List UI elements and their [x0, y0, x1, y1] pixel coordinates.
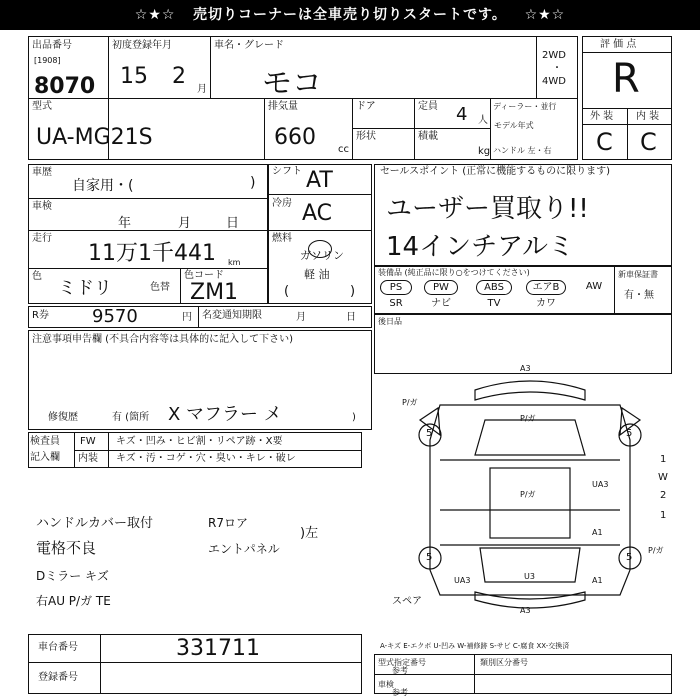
ext-grade: C [596, 128, 613, 156]
fuel-gas: ガソリン [300, 249, 344, 262]
km-unit: km [228, 258, 241, 267]
inspection-year: 年 [118, 216, 132, 231]
remark-line4: 右AU P/ガ TE [36, 594, 111, 608]
mark-a3-top: A3 [520, 364, 531, 373]
mark-u3: U3 [524, 572, 535, 581]
repair-value: 有 (箇所 [112, 412, 150, 423]
mark-ua3-rear: UA3 [454, 576, 471, 585]
load-label: 積載 [418, 131, 438, 142]
mark-5-fl: 5 [426, 428, 433, 439]
equip-pw: PW [424, 280, 458, 295]
model-year-label: モデル年式 [494, 121, 534, 130]
fuel-paren-open: ( [284, 284, 290, 299]
mileage: 11万1千441 [88, 241, 216, 266]
footer-f4: 車検 [378, 680, 394, 689]
mark-pg-2: P/ガ [520, 414, 536, 423]
car-label: 車名・グレード [214, 40, 284, 51]
registration-label: 登録番号 [38, 672, 78, 683]
shape-label: 形状 [356, 131, 376, 142]
inspection-day: 日 [226, 216, 240, 231]
remark-right3: )左 [300, 526, 319, 541]
color-label: 色 [32, 271, 42, 282]
banner-text: 売切りコーナーは全車売り切りスタートです。 [193, 7, 507, 23]
door-label: ドア [356, 101, 376, 112]
fuel-diesel: 軽 油 [304, 268, 330, 281]
int-grade: C [640, 128, 657, 156]
inspector-label2: 記入欄 [30, 452, 60, 463]
fuel-paren-close: ) [350, 284, 356, 299]
equip-abs: ABS [476, 280, 512, 295]
auction-banner [0, 0, 700, 30]
chassis-value: 331711 [176, 636, 260, 661]
mark-pg-1: P/ガ [402, 398, 418, 407]
tax-label: 名変通知期限 [202, 310, 262, 321]
equip-ps: PS [380, 280, 412, 295]
lot-label: 出品番号 [32, 40, 72, 51]
inspector-row1: キズ・凹み・ヒビ割・リペア跡・X要 [116, 436, 283, 447]
inspector-row2: キズ・汚・コゲ・穴・臭い・キレ・破レ [116, 453, 296, 464]
reg-month-unit: 月 [197, 84, 207, 95]
cc-unit: cc [338, 144, 349, 155]
equip-airbag: エアB [526, 280, 566, 295]
side-mark-2: 2 [660, 490, 667, 501]
side-mark-w: W [658, 472, 668, 483]
mark-a3-bottom: A3 [520, 606, 531, 615]
reg-year: 15 [120, 64, 148, 89]
sales-line2: 14インチアルミ [386, 232, 575, 262]
equipment-label: 装備品 (純正品に限り○をつけてください) [378, 268, 530, 277]
reg-month: 2 [172, 64, 186, 89]
ext-label: 外 装 [590, 111, 614, 122]
damage-legend: A-キズ E-エクボ U-凹み W-補修跡 S-サビ C-腐食 XX-交換済 [380, 642, 570, 650]
lot-sub: [1908] [34, 56, 61, 65]
drive-4wd: 4WD [542, 76, 566, 87]
color-value: ミドリ [58, 278, 112, 299]
capacity: 4 [456, 104, 468, 125]
color-code-label: 色コード [184, 270, 224, 281]
mark-pg-rear: P/ガ [648, 546, 664, 555]
voucher-yen: 円 [182, 312, 192, 323]
kg-unit: kg [478, 146, 491, 157]
footer-f2: 類別区分番号 [480, 658, 528, 667]
int-label: 内 装 [636, 111, 660, 122]
footer-f5: 参考 [392, 688, 408, 697]
car-name: モコ [262, 66, 322, 101]
reg-label: 初度登録年月 [112, 40, 172, 51]
fuel-label: 燃料 [272, 233, 292, 244]
fuel-circle [308, 240, 332, 258]
drive-dot: ・ [552, 63, 562, 74]
voucher-box [28, 306, 372, 328]
mark-5-rr: 5 [626, 552, 633, 563]
spare-label: スペア [392, 596, 422, 607]
sales-line1: ユーザー買取り!! [386, 194, 589, 224]
ac-label: 冷房 [272, 198, 292, 209]
color-change-label: 色替 [150, 282, 170, 293]
drive-2wd: 2WD [542, 50, 566, 61]
history-value: 自家用・( [72, 178, 134, 194]
score-value: R [612, 56, 640, 102]
warranty-label: 新車保証書 [618, 270, 658, 279]
inspector-int: 内装 [78, 453, 98, 464]
type-label: 型式 [32, 101, 52, 112]
tax-day: 日 [346, 312, 356, 323]
model-code: UA-MG21S [36, 125, 153, 150]
history-label: 車歴 [32, 167, 52, 178]
color-code: ZM1 [190, 280, 239, 305]
voucher-label: R券 [32, 310, 49, 321]
mark-ua3-side: UA3 [592, 480, 609, 489]
banner-stars-right: ☆★☆ [524, 7, 566, 23]
handle-label: ハンドル 左・右 [493, 146, 552, 155]
voucher-value: 9570 [92, 306, 138, 327]
lot-number: 8070 [34, 74, 96, 99]
side-mark-1b: 1 [660, 510, 667, 521]
remark-right1: R7ロア [208, 516, 248, 530]
equip-tv: TV [487, 298, 501, 309]
displacement: 660 [274, 125, 316, 150]
footer-f3: 参考 [392, 666, 408, 675]
score-label: 評 価 点 [600, 39, 637, 50]
side-mark-1: 1 [660, 454, 667, 465]
mileage-label: 走行 [32, 233, 52, 244]
remark-right2: エントパネル [208, 542, 280, 556]
equip-leather: カワ [536, 298, 556, 309]
chassis-label: 車台番号 [38, 642, 78, 653]
history-close: ) [250, 175, 256, 191]
mark-a1: A1 [592, 528, 603, 537]
banner-stars-left: ☆★☆ [134, 7, 176, 23]
mark-a1-rear: A1 [592, 576, 603, 585]
repair-label: 修復歴 [48, 412, 78, 423]
inspection-label: 車検 [32, 201, 52, 212]
inspection-month: 月 [178, 216, 192, 231]
sales-label: セールスポイント (正常に機能するものに限ります) [380, 166, 611, 177]
repair-close: ) [352, 412, 356, 423]
tax-month: 月 [296, 312, 306, 323]
equip-aw: AW [585, 281, 603, 292]
capacity-label: 定員 [418, 101, 438, 112]
equip-navi: ナビ [431, 298, 451, 309]
remark-line2: 電格不良 [36, 539, 97, 557]
shift-value: AT [306, 168, 333, 193]
later-items-label: 後日品 [378, 317, 402, 326]
ac-value: AC [302, 201, 333, 226]
repair-detail: X マフラー メ [168, 404, 282, 425]
footer-f1: 型式指定番号 [378, 658, 426, 667]
mark-5-rl: 5 [426, 552, 433, 563]
mark-pg-roof: P/ガ [520, 490, 536, 499]
shift-label: シフト [272, 166, 302, 177]
inspector-label1: 検査員 [30, 436, 60, 447]
disp-label: 排気量 [268, 101, 298, 112]
equip-sr: SR [389, 298, 403, 309]
warranty-value: 有・無 [624, 290, 654, 301]
remark-line1: ハンドルカバー取付 [36, 516, 154, 531]
remark-line3: Dミラー キズ [36, 569, 109, 583]
capacity-unit: 人 [478, 115, 488, 126]
dealer-label: ディーラー・並行 [493, 102, 557, 111]
inspector-fw: FW [80, 436, 96, 447]
notes-label: 注意事項申告欄 (不具合内容等は具体的に記入して下さい) [32, 334, 293, 345]
mark-5-fr: 5 [626, 428, 633, 439]
